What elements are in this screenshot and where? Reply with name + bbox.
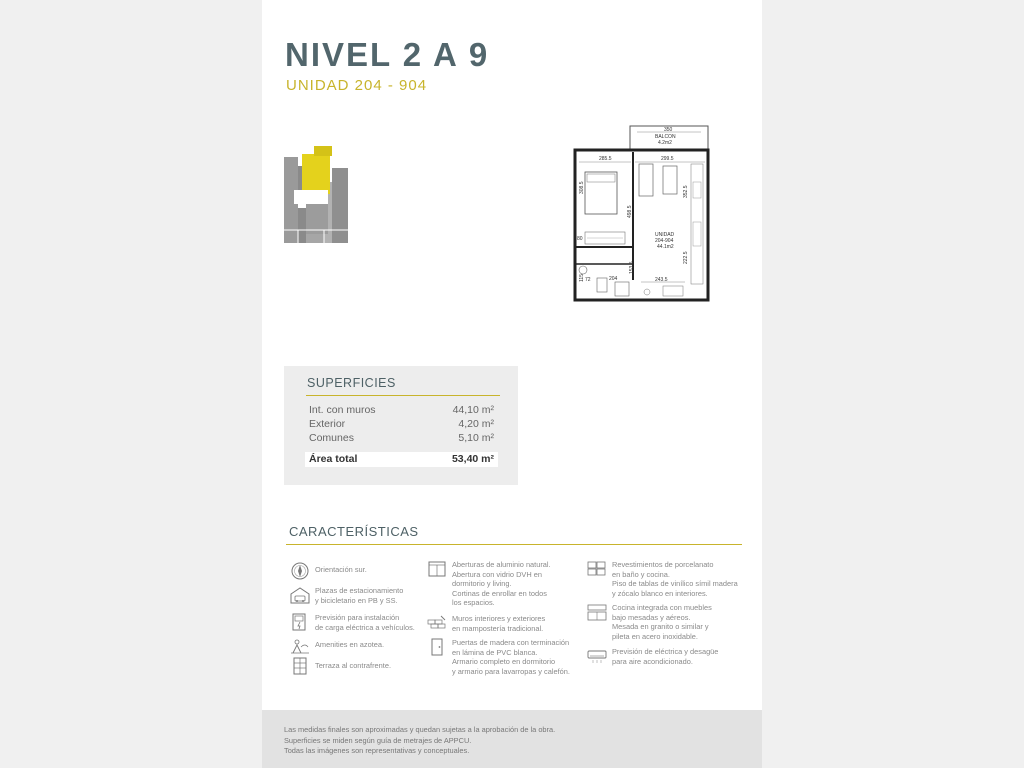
total-value: 53,40 m²: [451, 453, 494, 465]
unit-subtitle: UNIDAD 204 - 904: [286, 77, 428, 94]
building-key-plan: [284, 144, 350, 244]
surface-value: 5,10 m²: [458, 432, 494, 444]
balcony-dim: 350: [664, 127, 673, 133]
feature-text: Orientación sur.: [315, 565, 367, 574]
feature-amenities: [290, 637, 440, 657]
surface-label: Exterior: [309, 418, 346, 430]
ev-charger-icon: [290, 613, 310, 631]
balcony-area: 4.2m2: [658, 140, 672, 146]
feature-text: Terraza al contrafrente.: [315, 661, 391, 670]
dim-corner-a: 115: [579, 274, 585, 282]
feature-orientation: [290, 562, 440, 582]
unit-number: 204-904: [655, 238, 674, 244]
feature-text: Previsión de eléctrica y desagüe para aire acondicionado.: [612, 647, 719, 666]
unit-highlight: [302, 154, 330, 194]
compass-icon: [290, 562, 310, 580]
surface-label: Int. con muros: [309, 404, 376, 416]
feature-text: Puertas de madera con terminación en lámina de PVC blanca. Armario completo en dormitorio y armario para lavarropas y calefón.: [452, 638, 570, 676]
surface-row: [309, 432, 494, 446]
dim-right: 352.5: [683, 185, 689, 198]
surface-value: 4,20 m²: [458, 418, 494, 430]
kitchen-icon: [587, 603, 607, 621]
feature-terrace: [290, 657, 440, 677]
dim-bath: 204: [609, 276, 618, 282]
footer-disclaimer: [262, 710, 762, 768]
feature-openings: [427, 560, 587, 608]
amenities-icon: [290, 637, 310, 655]
balcony-label: BALCON: [655, 134, 676, 140]
surface-total-row: [305, 452, 498, 467]
surfaces-title: SUPERFICIES: [307, 376, 396, 390]
feature-text: Amenities en azotea.: [315, 640, 385, 649]
feature-parking: [290, 586, 440, 608]
footer-text: Las medidas finales son aproximadas y quedan sujetas a la aprobación de la obra. Superficies se miden según guía de metrajes de APPCU. Todas las imágenes son representativas y conceptuales.: [284, 725, 556, 755]
feature-text: Previsión para instalación de carga eléctrica a vehículos.: [315, 613, 415, 632]
surfaces-panel: [284, 366, 518, 485]
terrace-icon: [290, 657, 310, 675]
dim-center: 498.5: [627, 205, 633, 218]
unit-label: UNIDAD: [655, 232, 675, 238]
window-icon: [427, 560, 447, 578]
dim-corner-b: 72: [585, 277, 591, 283]
feature-finishes: [587, 560, 752, 600]
garage-car-icon: [290, 586, 310, 604]
characteristics-divider: [286, 544, 742, 545]
unit-area: 44.1m2: [657, 244, 674, 250]
dim-top-right: 299.5: [661, 156, 674, 162]
surface-value: 44,10 m²: [452, 404, 494, 416]
feature-text: Revestimientos de porcelanato en baño y cocina. Piso de tablas de vinílico símil madera y zócalo blanco en interiores.: [612, 560, 738, 598]
tiles-icon: [587, 560, 607, 578]
feature-air-conditioning: [587, 647, 752, 669]
feature-kitchen: [587, 603, 752, 643]
page-title: NIVEL 2 A 9: [285, 36, 490, 73]
surface-label: Comunes: [309, 432, 354, 444]
characteristics-title: CARACTERÍSTICAS: [289, 524, 419, 539]
feature-ev-charging: [290, 613, 440, 635]
surface-row: [309, 418, 494, 432]
dim-lower-right: 222.5: [683, 251, 689, 264]
door-icon: [427, 638, 447, 656]
air-conditioner-icon: [587, 647, 607, 665]
feature-doors: [427, 638, 587, 678]
feature-text: Plazas de estacionamiento y bicicletario en PB y SS.: [315, 586, 404, 605]
dim-bath-side: 153.5: [629, 261, 635, 274]
dim-small-left: 80: [577, 236, 583, 242]
feature-text: Muros interiores y exteriores en mampostería tradicional.: [452, 614, 546, 633]
surface-row: [309, 404, 494, 418]
surfaces-divider: [306, 395, 500, 396]
dim-left: 308.5: [579, 181, 585, 194]
unit-floor-plan: [567, 122, 713, 304]
dim-top-left: 285.5: [599, 156, 612, 162]
dim-bottom: 243.5: [655, 277, 668, 283]
feature-text: Cocina integrada con muebles bajo mesadas y aéreos. Mesada en granito o similar y pileta en acero inoxidable.: [612, 603, 712, 641]
feature-text: Aberturas de aluminio natural. Abertura con vidrio DVH en dormitorio y living. Cortinas de enrollar en todos los espacios.: [452, 560, 551, 607]
feature-walls: [427, 614, 587, 636]
total-label: Área total: [309, 453, 358, 465]
brick-wall-icon: [427, 614, 447, 632]
